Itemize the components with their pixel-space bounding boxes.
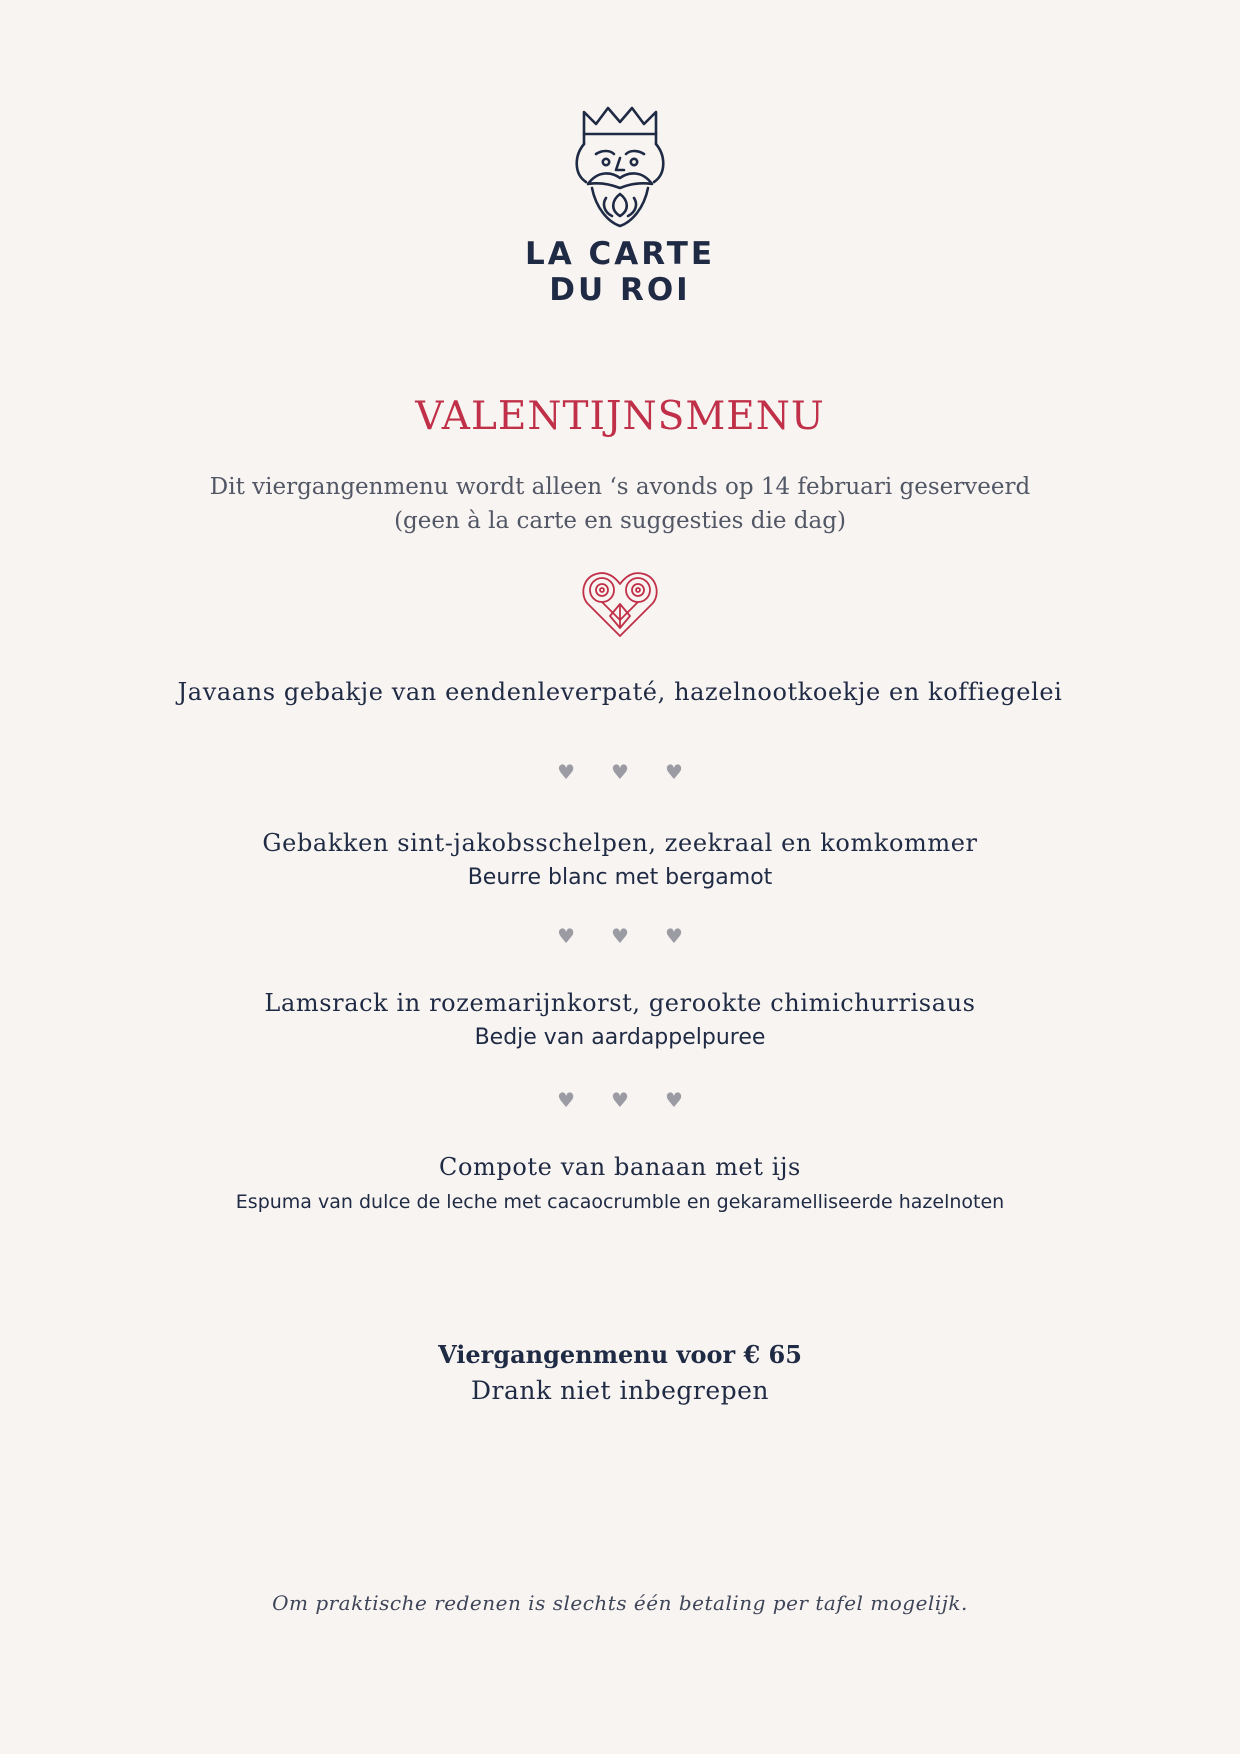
menu-intro-line1: Dit viergangenmenu wordt alleen ‘s avonds op 14 februari geserveerd: [209, 474, 1031, 500]
divider-heart-icon: ♥: [664, 760, 683, 784]
divider-heart-icon: ♥: [664, 1088, 683, 1112]
divider-heart-icon: ♥: [611, 760, 629, 784]
course-divider: [0, 1090, 1240, 1110]
divider-heart-icon: ♥: [557, 1088, 576, 1112]
course-3-detail: Bedje van aardappelpuree: [474, 1025, 766, 1050]
divider-heart-icon: ♥: [664, 924, 683, 948]
course-3-name: Lamsrack in rozemarijnkorst, gerookte chimichurrisaus: [264, 989, 976, 1017]
course-divider: [0, 926, 1240, 946]
course-1-name: Javaans gebakje van eendenleverpaté, hazelnootkoekje en koffiegelei: [177, 678, 1063, 706]
brand-name-line1: LA CARTE: [524, 236, 716, 272]
divider-heart-icon: ♥: [557, 924, 576, 948]
drinks-note: Drank niet inbegrepen: [470, 1376, 770, 1405]
course-2-detail: Beurre blanc met bergamot: [467, 865, 773, 890]
course-4-name: Compote van banaan met ijs: [439, 1153, 801, 1181]
menu-title: VALENTIJNSMENU: [415, 394, 825, 439]
menu-price: Viergangenmenu voor € 65: [438, 1340, 802, 1369]
course-4-detail: Espuma van dulce de leche met cacaocrumble en gekaramelliseerde hazelnoten: [235, 1191, 1005, 1213]
brand-name-line2: DU ROI: [549, 272, 691, 308]
divider-heart-icon: ♥: [611, 924, 629, 948]
divider-heart-icon: ♥: [557, 760, 576, 784]
course-2-name: Gebakken sint-jakobsschelpen, zeekraal en komkommer: [262, 829, 978, 857]
double-pin-heart-icon: [580, 568, 660, 638]
menu-intro-line2: (geen à la carte en suggesties die dag): [394, 508, 846, 534]
king-face-logo-icon: [570, 104, 670, 234]
divider-heart-icon: ♥: [611, 1088, 629, 1112]
course-divider: [0, 762, 1240, 782]
payment-footnote: Om praktische redenen is slechts één betaling per tafel mogelijk.: [272, 1591, 968, 1615]
